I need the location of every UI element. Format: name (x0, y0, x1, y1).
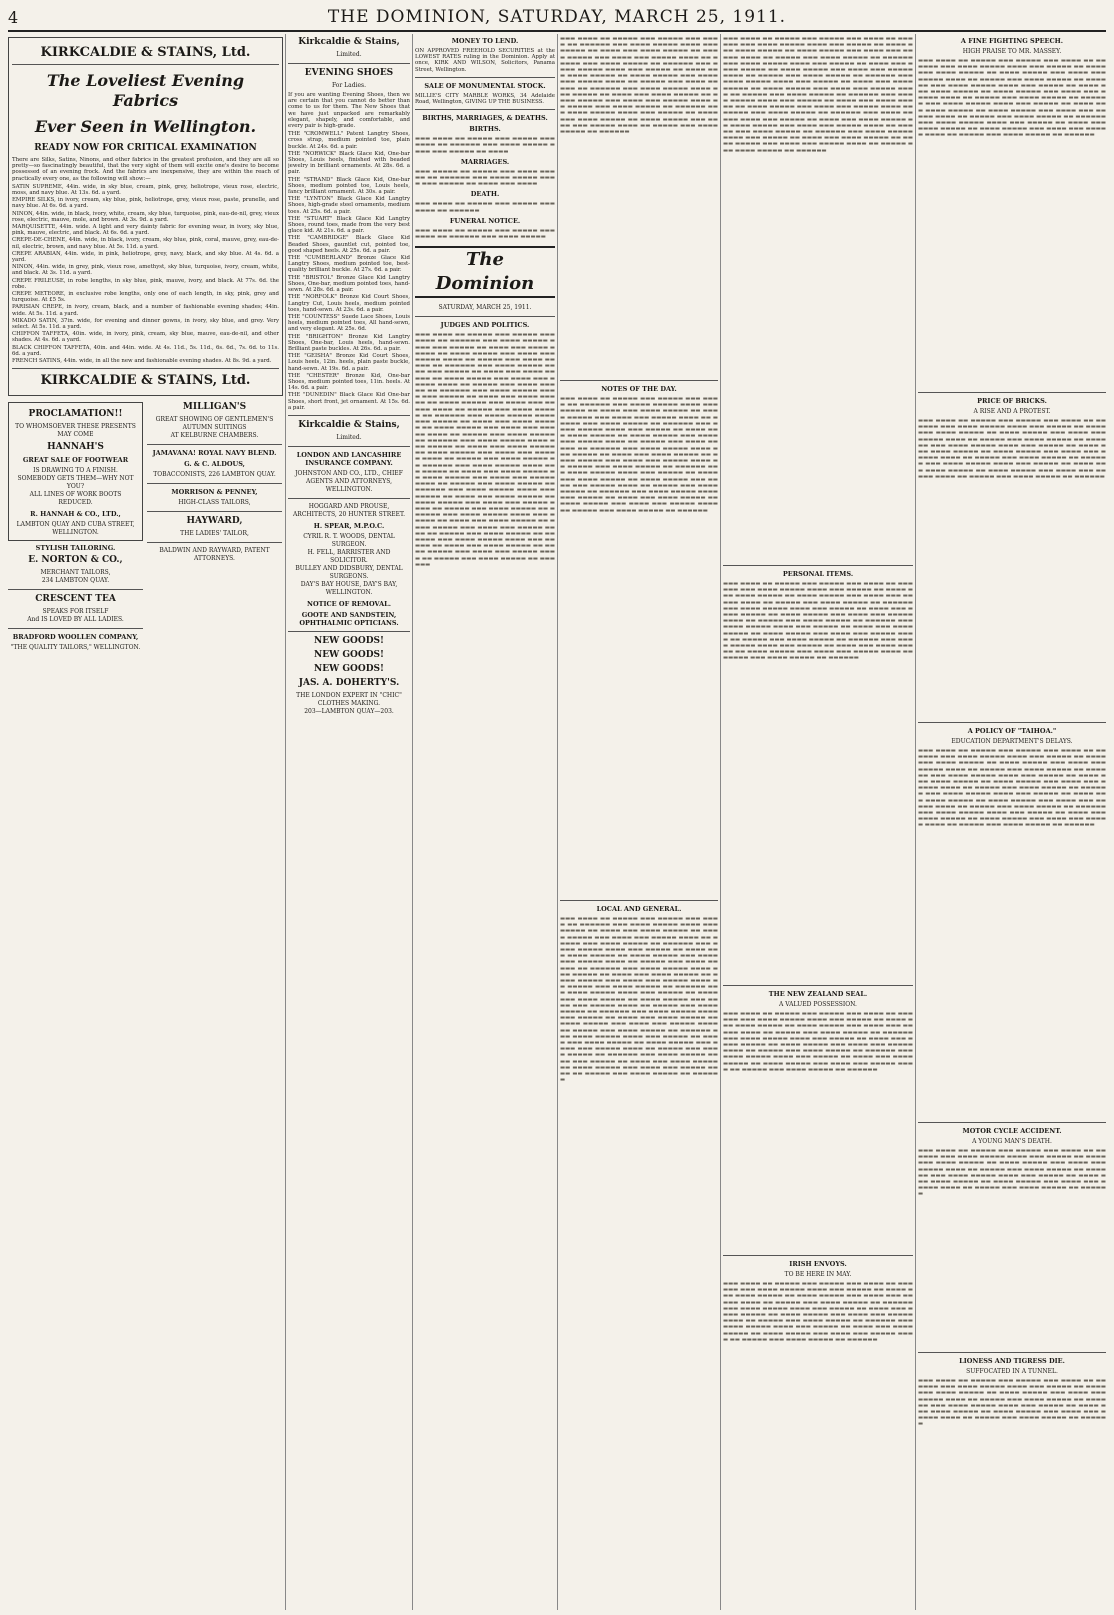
nameplate: The Dominion (415, 246, 555, 298)
funeral-head: FUNERAL NOTICE. (449, 216, 521, 225)
envoys-head: IRISH ENVOYS. (789, 1260, 847, 1268)
fabric-item: FRENCH SATINS, 44in. wide, in all the new and fashionable evening shades. At 8s. 9d. a yard. (12, 358, 272, 365)
fabric-item: CREPE-DE-CHENE, 44in. wide, in black, ivory, cream, sky blue, pink, coral, mauve, grey, eau-de-nil, electric, brown, and navy blue. At 5s. 11d. a yard. (12, 237, 279, 250)
envoys-text: ▬▬▬ ▬▬▬▬ ▬▬ ▬▬▬▬▬ ▬▬▬ ▬▬▬▬▬ ▬▬▬ ▬▬▬▬ ▬▬ ▬▬▬▬▬▬ ▬▬▬ ▬▬▬▬ ▬▬▬▬▬ ▬▬▬▬ ▬▬▬ ▬▬▬▬▬ ▬▬ ▬▬▬▬ ▬▬▬ ▬▬▬▬ ▬▬▬▬▬ ▬▬ ▬▬▬▬ ▬▬▬▬▬ ▬▬▬ ▬▬▬▬ ▬▬▬ ▬▬▬▬▬ ▬▬▬▬ ▬▬ ▬▬▬▬▬ ▬▬▬ ▬▬▬▬ ▬▬▬▬▬ ▬▬ ▬▬▬▬▬▬ ▬▬▬ ▬▬▬▬ ▬▬▬▬▬ ▬▬▬▬ ▬▬▬ ▬▬▬▬▬ ▬▬ ▬▬▬▬ ▬▬▬ ▬▬▬▬ ▬▬▬▬▬ ▬▬ ▬▬▬▬ ▬▬▬▬▬ ▬▬▬ ▬▬▬▬ ▬▬▬ ▬▬▬▬▬ ▬▬▬▬ ▬▬ ▬▬▬▬▬ ▬▬▬ ▬▬▬▬ ▬▬▬▬▬ ▬▬ ▬▬▬▬▬▬ ▬▬▬ ▬▬▬▬ ▬▬▬▬▬ ▬▬▬▬ ▬▬▬ ▬▬▬▬▬ ▬▬ ▬▬▬▬ ▬▬▬ ▬▬▬▬ ▬▬▬▬▬ ▬▬ ▬▬▬▬ ▬▬▬▬▬ ▬▬▬ ▬▬▬▬ ▬▬▬ ▬▬▬▬▬ ▬▬▬▬ ▬▬ ▬▬▬▬▬ ▬▬▬ ▬▬▬▬ ▬▬▬▬▬ ▬▬ ▬▬▬▬▬▬ (723, 1281, 913, 1343)
shoe-item: THE "BRIGHTON" Bronze Kid Langtry Shoes, One-bar, Louis heels, hand-sewn. Brilliant paste buckles. At 26s. 6d. a pair. (288, 333, 410, 352)
hayward-sub: THE LADIES' TAILOR, (180, 530, 249, 538)
fabric-item: MARQUISETTE, 44in. wide. A light and very dainty fabric for evening wear, in ivory, sky blue, pink, mauve, electric, and black. At 6s. 6d. a yard. (12, 224, 279, 237)
shoes-ad-intro: If you are wanting Evening Shoes, then we are certain that you cannot do better than come to us for them. The New Shoes that we have just unpacked are remarkably elegant, shapely, and comfortable, and every pair is high-grade. (288, 92, 410, 130)
motor-sub: A YOUNG MAN'S DEATH. (972, 1138, 1052, 1145)
shoe-item: THE "STUART" Black Glace Kid Langtry Shoes, round toes, made from the very best glace kid. At 21s. 6d. a pair. (288, 215, 410, 235)
goote-ad: GOOTE AND SANDSTEIN, OPHTHALMIC OPTICIANS. (299, 610, 399, 627)
fabric-item: CHIFFON TAFFETA, 40in. wide, in ivory, pink, cream, sky blue, mauve, eau-de-nil, and other shades. At 4s. 6d. a yard. (12, 331, 279, 344)
personal-head: PERSONAL ITEMS. (782, 570, 854, 578)
norton-sub: MERCHANT TAILORS, (40, 569, 111, 577)
hannah-title: PROCLAMATION!! (28, 409, 123, 420)
seal-sub: A VALUED POSSESSION. (779, 1001, 857, 1008)
hannah-ad (8, 402, 143, 541)
fell-ad: H. FELL, BARRISTER AND SOLICITOR. (307, 548, 391, 564)
bricks-sub: A RISE AND A PROTEST. (973, 408, 1051, 415)
shoes-ad-title: Kirkcaldie & Stains, (298, 37, 400, 47)
speech-head: A FINE FIGHTING SPEECH. (960, 37, 1064, 45)
speech-text: ▬▬▬ ▬▬▬▬ ▬▬ ▬▬▬▬▬ ▬▬▬ ▬▬▬▬▬ ▬▬▬ ▬▬▬▬ ▬▬ ▬▬▬▬▬▬ ▬▬▬ ▬▬▬▬ ▬▬▬▬▬ ▬▬▬▬ ▬▬▬ ▬▬▬▬▬ ▬▬ ▬▬▬▬ ▬▬▬ ▬▬▬▬ ▬▬▬▬▬ ▬▬ ▬▬▬▬ ▬▬▬▬▬ ▬▬▬ ▬▬▬▬ ▬▬▬ ▬▬▬▬▬ ▬▬▬▬ ▬▬ ▬▬▬▬▬ ▬▬▬ ▬▬▬▬ ▬▬▬▬▬ ▬▬ ▬▬▬▬▬▬ ▬▬▬ ▬▬▬▬ ▬▬▬▬▬ ▬▬▬▬ ▬▬▬ ▬▬▬▬▬ ▬▬ ▬▬▬▬ ▬▬▬ ▬▬▬▬ ▬▬▬▬▬ ▬▬ ▬▬▬▬ ▬▬▬▬▬ ▬▬▬ ▬▬▬▬ ▬▬▬ ▬▬▬▬▬ ▬▬▬▬ ▬▬ ▬▬▬▬▬ ▬▬▬ ▬▬▬▬ ▬▬▬▬▬ ▬▬ ▬▬▬▬▬▬ ▬▬▬ ▬▬▬▬ ▬▬▬▬▬ ▬▬▬▬ ▬▬▬ ▬▬▬▬▬ ▬▬ ▬▬▬▬ ▬▬▬ ▬▬▬▬ ▬▬▬▬▬ ▬▬ ▬▬▬▬ ▬▬▬▬▬ ▬▬▬ ▬▬▬▬ ▬▬▬ ▬▬▬▬▬ ▬▬▬▬ ▬▬ ▬▬▬▬▬ ▬▬▬ ▬▬▬▬ ▬▬▬▬▬ ▬▬ ▬▬▬▬▬▬ ▬▬▬ ▬▬▬▬ ▬▬▬▬▬ ▬▬▬▬ ▬▬▬ ▬▬▬▬▬ ▬▬ ▬▬▬▬ ▬▬▬ ▬▬▬▬ ▬▬▬▬▬ ▬▬ ▬▬▬▬ ▬▬▬▬▬ ▬▬▬ ▬▬▬▬ ▬▬▬ ▬▬▬▬▬ ▬▬▬▬ ▬▬ ▬▬▬▬▬ ▬▬▬ ▬▬▬▬ ▬▬▬▬▬ ▬▬ ▬▬▬▬▬▬ (918, 58, 1106, 139)
fabric-item: NINON, 44in. wide, in grey, pink, vieux rose, amethyst, sky blue, turquoise, ivory, cream, white, and black. At 3s. 11d. a yard. (12, 264, 279, 277)
new-goods-2: NEW GOODS! (314, 649, 384, 660)
hannah-tag: SOMEBODY GETS THEM—WHY NOT YOU? (17, 475, 134, 491)
shoe-item: THE "COUNTESS" Suede Lace Shoes, Louis heels, medium pointed toes, All hand-sewn, and very elegant. At 25s. 6d. (288, 313, 410, 333)
dateline: SATURDAY, MARCH 25, 1911. (438, 304, 532, 312)
motor-text: ▬▬▬ ▬▬▬▬ ▬▬ ▬▬▬▬▬ ▬▬▬ ▬▬▬▬▬ ▬▬▬ ▬▬▬▬ ▬▬ ▬▬▬▬▬▬ ▬▬▬ ▬▬▬▬ ▬▬▬▬▬ ▬▬▬▬ ▬▬▬ ▬▬▬▬▬ ▬▬ ▬▬▬▬ ▬▬▬ ▬▬▬▬ ▬▬▬▬▬ ▬▬ ▬▬▬▬ ▬▬▬▬▬ ▬▬▬ ▬▬▬▬ ▬▬▬ ▬▬▬▬▬ ▬▬▬▬ ▬▬ ▬▬▬▬▬ ▬▬▬ ▬▬▬▬ ▬▬▬▬▬ ▬▬ ▬▬▬▬▬▬ ▬▬▬ ▬▬▬▬ ▬▬▬▬▬ ▬▬▬▬ ▬▬▬ ▬▬▬▬▬ ▬▬ ▬▬▬▬ ▬▬▬ ▬▬▬▬ ▬▬▬▬▬ ▬▬ ▬▬▬▬ ▬▬▬▬▬ ▬▬▬ ▬▬▬▬ ▬▬▬ ▬▬▬▬▬ ▬▬▬▬ ▬▬ ▬▬▬▬▬ ▬▬▬ ▬▬▬▬ ▬▬▬▬▬ ▬▬ ▬▬▬▬▬▬ (918, 1148, 1106, 1198)
days-bay-ad: DAY'S BAY HOUSE, DAY'S BAY, WELLINGTON. (300, 580, 398, 596)
ad-title: KIRKCALDIE & STAINS, Ltd. (40, 45, 251, 60)
marriages-head: MARRIAGES. (460, 157, 510, 166)
doherty-sub: THE LONDON EXPERT IN "CHIC" CLOTHES MAKING. (296, 691, 402, 707)
bradford-tag: "THE QUALITY TAILORS," WELLINGTON. (10, 644, 141, 652)
morrison-name: MORRISON & PENNEY, (171, 488, 258, 497)
bradford-name: BRADFORD WOOLLEN COMPANY, (12, 633, 139, 642)
shoe-item: THE "GEISHA" Bronze Kid Court Shoes, Louis heels, 12in. heels, plain paste buckle, hand-sewn. At 19s. 6d. a pair. (288, 353, 410, 372)
hannah-firm: R. HANNAH & CO., LTD., (30, 510, 121, 519)
hayward-name: HAYWARD, (186, 516, 243, 527)
bricks-head: PRICE OF BRICKS. (977, 397, 1047, 405)
lion-text: ▬▬▬ ▬▬▬▬ ▬▬ ▬▬▬▬▬ ▬▬▬ ▬▬▬▬▬ ▬▬▬ ▬▬▬▬ ▬▬ ▬▬▬▬▬▬ ▬▬▬ ▬▬▬▬ ▬▬▬▬▬ ▬▬▬▬ ▬▬▬ ▬▬▬▬▬ ▬▬ ▬▬▬▬ ▬▬▬ ▬▬▬▬ ▬▬▬▬▬ ▬▬ ▬▬▬▬ ▬▬▬▬▬ ▬▬▬ ▬▬▬▬ ▬▬▬ ▬▬▬▬▬ ▬▬▬▬ ▬▬ ▬▬▬▬▬ ▬▬▬ ▬▬▬▬ ▬▬▬▬▬ ▬▬ ▬▬▬▬▬▬ ▬▬▬ ▬▬▬▬ ▬▬▬▬▬ ▬▬▬▬ ▬▬▬ ▬▬▬▬▬ ▬▬ ▬▬▬▬ ▬▬▬ ▬▬▬▬ ▬▬▬▬▬ ▬▬ ▬▬▬▬ ▬▬▬▬▬ ▬▬▬ ▬▬▬▬ ▬▬▬ ▬▬▬▬▬ ▬▬▬▬ ▬▬ ▬▬▬▬▬ ▬▬▬ ▬▬▬▬ ▬▬▬▬▬ ▬▬ ▬▬▬▬▬▬ (918, 1378, 1106, 1428)
personal-text: ▬▬▬ ▬▬▬▬ ▬▬ ▬▬▬▬▬ ▬▬▬ ▬▬▬▬▬ ▬▬▬ ▬▬▬▬ ▬▬ ▬▬▬▬▬▬ ▬▬▬ ▬▬▬▬ ▬▬▬▬▬ ▬▬▬▬ ▬▬▬ ▬▬▬▬▬ ▬▬ ▬▬▬▬ ▬▬▬ ▬▬▬▬ ▬▬▬▬▬ ▬▬ ▬▬▬▬ ▬▬▬▬▬ ▬▬▬ ▬▬▬▬ ▬▬▬ ▬▬▬▬▬ ▬▬▬▬ ▬▬ ▬▬▬▬▬ ▬▬▬ ▬▬▬▬ ▬▬▬▬▬ ▬▬ ▬▬▬▬▬▬ ▬▬▬ ▬▬▬▬ ▬▬▬▬▬ ▬▬▬▬ ▬▬▬ ▬▬▬▬▬ ▬▬ ▬▬▬▬ ▬▬▬ ▬▬▬▬ ▬▬▬▬▬ ▬▬ ▬▬▬▬ ▬▬▬▬▬ ▬▬▬ ▬▬▬▬ ▬▬▬ ▬▬▬▬▬ ▬▬▬▬ ▬▬ ▬▬▬▬▬ ▬▬▬ ▬▬▬▬ ▬▬▬▬▬ ▬▬ ▬▬▬▬▬▬ ▬▬▬ ▬▬▬▬ ▬▬▬▬▬ ▬▬▬▬ ▬▬▬ ▬▬▬▬▬ ▬▬ ▬▬▬▬ ▬▬▬ ▬▬▬▬ ▬▬▬▬▬ ▬▬ ▬▬▬▬ ▬▬▬▬▬ ▬▬▬ ▬▬▬▬ ▬▬▬ ▬▬▬▬▬ ▬▬▬▬ ▬▬ ▬▬▬▬▬ ▬▬▬ ▬▬▬▬ ▬▬▬▬▬ ▬▬ ▬▬▬▬▬▬ ▬▬▬ ▬▬▬▬ ▬▬▬▬▬ ▬▬▬▬ ▬▬▬ ▬▬▬▬▬ ▬▬ ▬▬▬▬ ▬▬▬ ▬▬▬▬ ▬▬▬▬▬ ▬▬ ▬▬▬▬ ▬▬▬▬▬ ▬▬▬ ▬▬▬▬ ▬▬▬ ▬▬▬▬▬ ▬▬▬▬ ▬▬ ▬▬▬▬▬ ▬▬▬ ▬▬▬▬ ▬▬▬▬▬ ▬▬ ▬▬▬▬▬▬ (723, 581, 913, 662)
fabric-list (12, 184, 279, 364)
page-title: THE DOMINION, SATURDAY, MARCH 25, 1911. (327, 7, 787, 27)
hannah-footer: ALL LINES OF WORK BOOTS REDUCED. (29, 491, 122, 507)
lion-sub: SUFFOCATED IN A TUNNEL. (966, 1368, 1058, 1375)
woods-ad: CYRIL R. T. WOODS, DENTAL SURGEON. (303, 532, 395, 548)
funeral-text: ▬▬▬ ▬▬▬▬ ▬▬ ▬▬▬▬▬ ▬▬▬ ▬▬▬▬▬ ▬▬▬ ▬▬▬▬ ▬▬ ▬▬▬▬▬▬ ▬▬▬ ▬▬▬▬ ▬▬▬▬▬ (415, 227, 555, 241)
lion-head: LIONESS AND TIGRESS DIE. (959, 1357, 1065, 1365)
fabric-item: PARISIAN CREPE, in ivory, cream, black, and a number of fashionable evening shades; 44in. wide. At 5s. 11d. a yard. (12, 304, 279, 317)
column-3 (415, 34, 555, 1234)
tailoring-title: STYLISH TAILORING. (35, 544, 116, 553)
new-goods-3: NEW GOODS! (314, 663, 384, 674)
crescent-sub2: And IS LOVED BY ALL LADIES. (27, 616, 124, 624)
hannah-sub: TO WHOMSOEVER THESE PRESENTS MAY COME (15, 423, 136, 439)
motor-head: MOTOR CYCLE ACCIDENT. (962, 1127, 1062, 1135)
bmd-head: BIRTHS, MARRIAGES, & DEATHS. (422, 114, 548, 123)
shoe-item: THE "DUNEDIN" Black Glace Kid One-bar Shoes, short front, jet ornament. At 15s. 6d. a pair. (288, 392, 410, 411)
hoggard-ad: HOGGARD AND PROUSE, ARCHITECTS, 20 HUNTER STREET. (292, 502, 406, 518)
doherty-addr: 203—LAMBTON QUAY—203. (304, 707, 394, 715)
taihoa-text: ▬▬▬ ▬▬▬▬ ▬▬ ▬▬▬▬▬ ▬▬▬ ▬▬▬▬▬ ▬▬▬ ▬▬▬▬ ▬▬ ▬▬▬▬▬▬ ▬▬▬ ▬▬▬▬ ▬▬▬▬▬ ▬▬▬▬ ▬▬▬ ▬▬▬▬▬ ▬▬ ▬▬▬▬ ▬▬▬ ▬▬▬▬ ▬▬▬▬▬ ▬▬ ▬▬▬▬ ▬▬▬▬▬ ▬▬▬ ▬▬▬▬ ▬▬▬ ▬▬▬▬▬ ▬▬▬▬ ▬▬ ▬▬▬▬▬ ▬▬▬ ▬▬▬▬ ▬▬▬▬▬ ▬▬ ▬▬▬▬▬▬ ▬▬▬ ▬▬▬▬ ▬▬▬▬▬ ▬▬▬▬ ▬▬▬ ▬▬▬▬▬ ▬▬ ▬▬▬▬ ▬▬▬ ▬▬▬▬ ▬▬▬▬▬ ▬▬ ▬▬▬▬ ▬▬▬▬▬ ▬▬▬ ▬▬▬▬ ▬▬▬ ▬▬▬▬▬ ▬▬▬▬ ▬▬ ▬▬▬▬▬ ▬▬▬ ▬▬▬▬ ▬▬▬▬▬ ▬▬ ▬▬▬▬▬▬ ▬▬▬ ▬▬▬▬ ▬▬▬▬▬ ▬▬▬▬ ▬▬▬ ▬▬▬▬▬ ▬▬ ▬▬▬▬ ▬▬▬ ▬▬▬▬ ▬▬▬▬▬ ▬▬ ▬▬▬▬ ▬▬▬▬▬ ▬▬▬ ▬▬▬▬ ▬▬▬ ▬▬▬▬▬ ▬▬▬▬ ▬▬ ▬▬▬▬▬ ▬▬▬ ▬▬▬▬ ▬▬▬▬▬ ▬▬ ▬▬▬▬▬▬ ▬▬▬ ▬▬▬▬ ▬▬▬▬▬ ▬▬▬▬ ▬▬▬ ▬▬▬▬▬ ▬▬ ▬▬▬▬ ▬▬▬ ▬▬▬▬ ▬▬▬▬▬ ▬▬ ▬▬▬▬ ▬▬▬▬▬ ▬▬▬ ▬▬▬▬ ▬▬▬ ▬▬▬▬▬ ▬▬▬▬ ▬▬ ▬▬▬▬▬ ▬▬▬ ▬▬▬▬ ▬▬▬▬▬ ▬▬ ▬▬▬▬▬▬ (918, 748, 1106, 829)
hannah-addr: LAMBTON QUAY AND CUBA STREET, WELLINGTON. (16, 521, 135, 537)
aldous-addr: TOBACCONISTS, 226 LAMBTON QUAY. (153, 471, 276, 479)
column-6 (918, 34, 1106, 1580)
shoes-ad-sub: For Ladies. (331, 82, 367, 89)
col5-lead-text: ▬▬▬ ▬▬▬▬ ▬▬ ▬▬▬▬▬ ▬▬▬ ▬▬▬▬▬ ▬▬▬ ▬▬▬▬ ▬▬ ▬▬▬▬▬▬ ▬▬▬ ▬▬▬▬ ▬▬▬▬▬ ▬▬▬▬ ▬▬▬ ▬▬▬▬▬ ▬▬ ▬▬▬▬ ▬▬▬ ▬▬▬▬ ▬▬▬▬▬ ▬▬ ▬▬▬▬ ▬▬▬▬▬ ▬▬▬ ▬▬▬▬ ▬▬▬ ▬▬▬▬▬ ▬▬▬▬ ▬▬ ▬▬▬▬▬ ▬▬▬ ▬▬▬▬ ▬▬▬▬▬ ▬▬ ▬▬▬▬▬▬ ▬▬▬ ▬▬▬▬ ▬▬▬▬▬ ▬▬▬▬ ▬▬▬ ▬▬▬▬▬ ▬▬ ▬▬▬▬ ▬▬▬ ▬▬▬▬ ▬▬▬▬▬ ▬▬ ▬▬▬▬ ▬▬▬▬▬ ▬▬▬ ▬▬▬▬ ▬▬▬ ▬▬▬▬▬ ▬▬▬▬ ▬▬ ▬▬▬▬▬ ▬▬▬ ▬▬▬▬ ▬▬▬▬▬ ▬▬ ▬▬▬▬▬▬ ▬▬▬ ▬▬▬▬ ▬▬▬▬▬ ▬▬▬▬ ▬▬▬ ▬▬▬▬▬ ▬▬ ▬▬▬▬ ▬▬▬ ▬▬▬▬ ▬▬▬▬▬ ▬▬ ▬▬▬▬ ▬▬▬▬▬ ▬▬▬ ▬▬▬▬ ▬▬▬ ▬▬▬▬▬ ▬▬▬▬ ▬▬ ▬▬▬▬▬ ▬▬▬ ▬▬▬▬ ▬▬▬▬▬ ▬▬ ▬▬▬▬▬▬ ▬▬▬ ▬▬▬▬ ▬▬▬▬▬ ▬▬▬▬ ▬▬▬ ▬▬▬▬▬ ▬▬ ▬▬▬▬ ▬▬▬ ▬▬▬▬ ▬▬▬▬▬ ▬▬ ▬▬▬▬ ▬▬▬▬▬ ▬▬▬ ▬▬▬▬ ▬▬▬ ▬▬▬▬▬ ▬▬▬▬ ▬▬ ▬▬▬▬▬ ▬▬▬ ▬▬▬▬ ▬▬▬▬▬ ▬▬ ▬▬▬▬▬▬ ▬▬▬ ▬▬▬▬ ▬▬▬▬▬ ▬▬▬▬ ▬▬▬ ▬▬▬▬▬ ▬▬ ▬▬▬▬ ▬▬▬ ▬▬▬▬ ▬▬▬▬▬ ▬▬ ▬▬▬▬ ▬▬▬▬▬ ▬▬▬ ▬▬▬▬ ▬▬▬ ▬▬▬▬▬ ▬▬▬▬ ▬▬ ▬▬▬▬▬ ▬▬▬ ▬▬▬▬ ▬▬▬▬▬ ▬▬ ▬▬▬▬▬▬ ▬▬▬ ▬▬▬▬ ▬▬▬▬▬ ▬▬▬▬ ▬▬▬ ▬▬▬▬▬ ▬▬ ▬▬▬▬ ▬▬▬ ▬▬▬▬ ▬▬▬▬▬ ▬▬ ▬▬▬▬ ▬▬▬▬▬ ▬▬▬ ▬▬▬▬ ▬▬▬ ▬▬▬▬▬ ▬▬▬▬ ▬▬ ▬▬▬▬▬ ▬▬▬ ▬▬▬▬ ▬▬▬▬▬ ▬▬ ▬▬▬▬▬▬ (723, 36, 913, 154)
shoe-list (288, 131, 410, 411)
column-1 (8, 34, 283, 652)
editorial-text: ▬▬▬ ▬▬▬▬ ▬▬ ▬▬▬▬▬ ▬▬▬ ▬▬▬▬▬ ▬▬▬ ▬▬▬▬ ▬▬ ▬▬▬▬▬▬ ▬▬▬ ▬▬▬▬ ▬▬▬▬▬ ▬▬▬▬ ▬▬▬ ▬▬▬▬▬ ▬▬ ▬▬▬▬ ▬▬▬ ▬▬▬▬ ▬▬▬▬▬ ▬▬ ▬▬▬▬ ▬▬▬▬▬ ▬▬▬ ▬▬▬▬ ▬▬▬ ▬▬▬▬▬ ▬▬▬▬ ▬▬ ▬▬▬▬▬ ▬▬▬ ▬▬▬▬ ▬▬▬▬▬ ▬▬ ▬▬▬▬▬▬ ▬▬▬ ▬▬▬▬ ▬▬▬▬▬ ▬▬▬▬ ▬▬▬ ▬▬▬▬▬ ▬▬ ▬▬▬▬ ▬▬▬ ▬▬▬▬ ▬▬▬▬▬ ▬▬ ▬▬▬▬ ▬▬▬▬▬ ▬▬▬ ▬▬▬▬ ▬▬▬ ▬▬▬▬▬ ▬▬▬▬ ▬▬ ▬▬▬▬▬ ▬▬▬ ▬▬▬▬ ▬▬▬▬▬ ▬▬ ▬▬▬▬▬▬ ▬▬▬ ▬▬▬▬ ▬▬▬▬▬ ▬▬▬▬ ▬▬▬ ▬▬▬▬▬ ▬▬ ▬▬▬▬ ▬▬▬ ▬▬▬▬ ▬▬▬▬▬ ▬▬ ▬▬▬▬ ▬▬▬▬▬ ▬▬▬ ▬▬▬▬ ▬▬▬ ▬▬▬▬▬ ▬▬▬▬ ▬▬ ▬▬▬▬▬ ▬▬▬ ▬▬▬▬ ▬▬▬▬▬ ▬▬ ▬▬▬▬▬▬ ▬▬▬ ▬▬▬▬ ▬▬▬▬▬ ▬▬▬▬ ▬▬▬ ▬▬▬▬▬ ▬▬ ▬▬▬▬ ▬▬▬ ▬▬▬▬ ▬▬▬▬▬ ▬▬ ▬▬▬▬ ▬▬▬▬▬ ▬▬▬ ▬▬▬▬ ▬▬▬ ▬▬▬▬▬ ▬▬▬▬ ▬▬ ▬▬▬▬▬ ▬▬▬ ▬▬▬▬ ▬▬▬▬▬ ▬▬ ▬▬▬▬▬▬ ▬▬▬ ▬▬▬▬ ▬▬▬▬▬ ▬▬▬▬ ▬▬▬ ▬▬▬▬▬ ▬▬ ▬▬▬▬ ▬▬▬ ▬▬▬▬ ▬▬▬▬▬ ▬▬ ▬▬▬▬ ▬▬▬▬▬ ▬▬▬ ▬▬▬▬ ▬▬▬ ▬▬▬▬▬ ▬▬▬▬ ▬▬ ▬▬▬▬▬ ▬▬▬ ▬▬▬▬ ▬▬▬▬▬ ▬▬ ▬▬▬▬▬▬ ▬▬▬ ▬▬▬▬ ▬▬▬▬▬ ▬▬▬▬ ▬▬▬ ▬▬▬▬▬ ▬▬ ▬▬▬▬ ▬▬▬ ▬▬▬▬ ▬▬▬▬▬ ▬▬ ▬▬▬▬ ▬▬▬▬▬ ▬▬▬ ▬▬▬▬ ▬▬▬ ▬▬▬▬▬ ▬▬▬▬ ▬▬ ▬▬▬▬▬ ▬▬▬ ▬▬▬▬ ▬▬▬▬▬ ▬▬ ▬▬▬▬▬▬ ▬▬▬ ▬▬▬▬ ▬▬▬▬▬ ▬▬▬▬ ▬▬▬ ▬▬▬▬▬ ▬▬ ▬▬▬▬ ▬▬▬ ▬▬▬▬ ▬▬▬▬▬ ▬▬ ▬▬▬▬ ▬▬▬▬▬ ▬▬▬ ▬▬▬▬ ▬▬▬ ▬▬▬▬▬ ▬▬▬▬ ▬▬ ▬▬▬▬▬ ▬▬▬ ▬▬▬▬ ▬▬▬▬▬ ▬▬ ▬▬▬▬▬▬ ▬▬▬ ▬▬▬▬ ▬▬▬▬▬ ▬▬▬▬ ▬▬▬ ▬▬▬▬▬ ▬▬ ▬▬▬▬ ▬▬▬ ▬▬▬▬ ▬▬▬▬▬ ▬▬ ▬▬▬▬ ▬▬▬▬▬ ▬▬▬ ▬▬▬▬ ▬▬▬ ▬▬▬▬▬ ▬▬▬▬ ▬▬ ▬▬▬▬▬ ▬▬▬ ▬▬▬▬ ▬▬▬▬▬ ▬▬ ▬▬▬▬▬▬ ▬▬▬ ▬▬▬▬ ▬▬▬▬▬ ▬▬▬▬ ▬▬▬ ▬▬▬▬▬ ▬▬ ▬▬▬▬ ▬▬▬ ▬▬▬▬ ▬▬▬▬▬ ▬▬ ▬▬▬▬ ▬▬▬▬▬ ▬▬▬ ▬▬▬▬ ▬▬▬ ▬▬▬▬▬ ▬▬▬▬ ▬▬ ▬▬▬▬▬ ▬▬▬ ▬▬▬▬ ▬▬▬▬▬ ▬▬ ▬▬▬▬▬▬ (415, 332, 555, 568)
hannah-sale: GREAT SALE OF FOOTWEAR (22, 456, 129, 465)
marriages-text: ▬▬▬ ▬▬▬▬▬ ▬▬ ▬▬▬▬▬ ▬▬▬ ▬▬▬▬ ▬▬▬▬▬ ▬▬ ▬▬▬▬▬▬ ▬▬▬ ▬▬▬▬ ▬▬▬▬▬ ▬▬▬▬ ▬▬▬ ▬▬▬▬▬ ▬▬ ▬▬▬▬ ▬▬▬ ▬▬▬▬ (415, 168, 555, 188)
kirkcaldie-fabrics-ad (8, 37, 283, 396)
column-2 (288, 34, 410, 716)
patents-name: BALDWIN AND RAYWARD, PATENT ATTORNEYS. (159, 547, 270, 563)
page-number: 4 (8, 7, 19, 27)
shoes-ad-head: EVENING SHOES (304, 68, 394, 78)
shoe-item: THE "CROMWELL" Patent Langtry Shoes, cross strap, medium pointed toe, plain buckle. At 24s. 6d. a pair. (288, 131, 410, 150)
insurance-agents: JOHNSTON AND CO., LTD., CHIEF AGENTS AND ATTORNEYS, WELLINGTON. (295, 469, 403, 493)
fabric-item: NINON, 44in. wide, in black, ivory, white, cream, sky blue, turquoise, pink, eau-de-nil, grey, vieux rose, electric, mauve, mole, and brown. At 3s. 9d. a yard. (12, 210, 279, 223)
speech-sub: HIGH PRAISE TO MR. MASSEY. (962, 48, 1062, 55)
hannah-name: HANNAH'S (47, 442, 104, 453)
notes-text: ▬▬▬ ▬▬▬▬ ▬▬ ▬▬▬▬▬ ▬▬▬ ▬▬▬▬▬ ▬▬▬ ▬▬▬▬ ▬▬ ▬▬▬▬▬▬ ▬▬▬ ▬▬▬▬ ▬▬▬▬▬ ▬▬▬▬ ▬▬▬ ▬▬▬▬▬ ▬▬ ▬▬▬▬ ▬▬▬ ▬▬▬▬ ▬▬▬▬▬ ▬▬ ▬▬▬▬ ▬▬▬▬▬ ▬▬▬ ▬▬▬▬ ▬▬▬ ▬▬▬▬▬ ▬▬▬▬ ▬▬ ▬▬▬▬▬ ▬▬▬ ▬▬▬▬ ▬▬▬▬▬ ▬▬ ▬▬▬▬▬▬ ▬▬▬ ▬▬▬▬ ▬▬▬▬▬ ▬▬▬▬ ▬▬▬ ▬▬▬▬▬ ▬▬ ▬▬▬▬ ▬▬▬ ▬▬▬▬ ▬▬▬▬▬ ▬▬ ▬▬▬▬ ▬▬▬▬▬ ▬▬▬ ▬▬▬▬ ▬▬▬ ▬▬▬▬▬ ▬▬▬▬ ▬▬ ▬▬▬▬▬ ▬▬▬ ▬▬▬▬ ▬▬▬▬▬ ▬▬ ▬▬▬▬▬▬ ▬▬▬ ▬▬▬▬ ▬▬▬▬▬ ▬▬▬▬ ▬▬▬ ▬▬▬▬▬ ▬▬ ▬▬▬▬ ▬▬▬ ▬▬▬▬ ▬▬▬▬▬ ▬▬ ▬▬▬▬ ▬▬▬▬▬ ▬▬▬ ▬▬▬▬ ▬▬▬ ▬▬▬▬▬ ▬▬▬▬ ▬▬ ▬▬▬▬▬ ▬▬▬ ▬▬▬▬ ▬▬▬▬▬ ▬▬ ▬▬▬▬▬▬ ▬▬▬ ▬▬▬▬ ▬▬▬▬▬ ▬▬▬▬ ▬▬▬ ▬▬▬▬▬ ▬▬ ▬▬▬▬ ▬▬▬ ▬▬▬▬ ▬▬▬▬▬ ▬▬ ▬▬▬▬ ▬▬▬▬▬ ▬▬▬ ▬▬▬▬ ▬▬▬ ▬▬▬▬▬ ▬▬▬▬ ▬▬ ▬▬▬▬▬ ▬▬▬ ▬▬▬▬ ▬▬▬▬▬ ▬▬ ▬▬▬▬▬▬ ▬▬▬ ▬▬▬▬ ▬▬▬▬▬ ▬▬▬▬ ▬▬▬ ▬▬▬▬▬ ▬▬ ▬▬▬▬ ▬▬▬ ▬▬▬▬ ▬▬▬▬▬ ▬▬ ▬▬▬▬ ▬▬▬▬▬ ▬▬▬ ▬▬▬▬ ▬▬▬ ▬▬▬▬▬ ▬▬▬▬ ▬▬ ▬▬▬▬▬ ▬▬▬ ▬▬▬▬ ▬▬▬▬▬ ▬▬ ▬▬▬▬▬▬ (560, 396, 718, 514)
milligan-loc: AT KELBURNE CHAMBERS. (170, 432, 259, 440)
monument-text: MILLIE'S CITY MARBLE WORKS, 34 Adelaide Road, Wellington, GIVING UP THE BUSINESS. (415, 92, 555, 106)
fabric-item: EMPIRE SILKS, in ivory, cream, sky blue, pink, heliotrope, grey, vieux rose, paste, prunelle, and navy blue. At 6s. 6d. a yard. (12, 197, 279, 210)
taihoa-sub: EDUCATION DEPARTMENT'S DELAYS. (951, 738, 1073, 745)
shoe-item: THE "BRISTOL" Bronze Glace Kid Langtry Shoes, One-bar, medium pointed toes, hand-sewn. At 28s. 6d. a pair. (288, 274, 410, 294)
col4-lead-text: ▬▬▬ ▬▬▬▬ ▬▬ ▬▬▬▬▬ ▬▬▬ ▬▬▬▬▬ ▬▬▬ ▬▬▬▬ ▬▬ ▬▬▬▬▬▬ ▬▬▬ ▬▬▬▬ ▬▬▬▬▬ ▬▬▬▬ ▬▬▬ ▬▬▬▬▬ ▬▬ ▬▬▬▬ ▬▬▬ ▬▬▬▬ ▬▬▬▬▬ ▬▬ ▬▬▬▬ ▬▬▬▬▬ ▬▬▬ ▬▬▬▬ ▬▬▬ ▬▬▬▬▬ ▬▬▬▬ ▬▬ ▬▬▬▬▬ ▬▬▬ ▬▬▬▬ ▬▬▬▬▬ ▬▬ ▬▬▬▬▬▬ ▬▬▬ ▬▬▬▬ ▬▬▬▬▬ ▬▬▬▬ ▬▬▬ ▬▬▬▬▬ ▬▬ ▬▬▬▬ ▬▬▬ ▬▬▬▬ ▬▬▬▬▬ ▬▬ ▬▬▬▬ ▬▬▬▬▬ ▬▬▬ ▬▬▬▬ ▬▬▬ ▬▬▬▬▬ ▬▬▬▬ ▬▬ ▬▬▬▬▬ ▬▬▬ ▬▬▬▬ ▬▬▬▬▬ ▬▬ ▬▬▬▬▬▬ ▬▬▬ ▬▬▬▬ ▬▬▬▬▬ ▬▬▬▬ ▬▬▬ ▬▬▬▬▬ ▬▬ ▬▬▬▬ ▬▬▬ ▬▬▬▬ ▬▬▬▬▬ ▬▬ ▬▬▬▬ ▬▬▬▬▬ ▬▬▬ ▬▬▬▬ ▬▬▬ ▬▬▬▬▬ ▬▬▬▬ ▬▬ ▬▬▬▬▬ ▬▬▬ ▬▬▬▬ ▬▬▬▬▬ ▬▬ ▬▬▬▬▬▬ ▬▬▬ ▬▬▬▬ ▬▬▬▬▬ ▬▬▬▬ ▬▬▬ ▬▬▬▬▬ ▬▬ ▬▬▬▬ ▬▬▬ ▬▬▬▬ ▬▬▬▬▬ ▬▬ ▬▬▬▬ ▬▬▬▬▬ ▬▬▬ ▬▬▬▬ ▬▬▬ ▬▬▬▬▬ ▬▬▬▬ ▬▬ ▬▬▬▬▬ ▬▬▬ ▬▬▬▬ ▬▬▬▬▬ ▬▬ ▬▬▬▬▬▬ (560, 36, 718, 136)
shoes-ad-footer-limited: Limited. (336, 433, 362, 441)
new-goods-1: NEW GOODS! (314, 635, 384, 646)
fabric-item: CREPE METEORE, in exclusive robe lengths, only one of each length, in sky, pink, grey and turquoise. At £5 5s. (12, 291, 279, 304)
shoes-ad-footer: Kirkcaldie & Stains, (298, 419, 400, 430)
crescent-title: CRESCENT TEA (35, 594, 116, 605)
fabric-item: CREPE FRILEUSE, in robe lengths, in sky blue, pink, mauve, ivory, and black. At 77s. 6d. the robe. (12, 277, 279, 290)
seal-head: THE NEW ZEALAND SEAL. (768, 990, 868, 998)
ad-footer: KIRKCALDIE & STAINS, Ltd. (40, 373, 251, 389)
milligan-name: MILLIGAN'S (182, 402, 247, 413)
shoe-item: THE "LYNTON" Black Glace Kid Langtry Shoes, high-grade steel ornaments, medium toes. At 25s. 6d. a pair. (288, 196, 410, 215)
doherty-name: JAS. A. DOHERTY'S. (298, 677, 400, 688)
envoys-sub: TO BE HERE IN MAY. (784, 1271, 852, 1278)
fabric-item: SATIN SUPREME, 44in. wide, in sky blue, cream, pink, grey, heliotrope, vieux rose, electric, moss, and navy blue. At 13s. 6d. a yard. (12, 183, 279, 197)
shoe-item: THE "CAMBRIDGE" Black Glace Kid Beaded Shoes, gauntlet cut, pointed toe, good shaped heels. At 25s. 6d. a pair. (288, 235, 410, 254)
seal-text: ▬▬▬ ▬▬▬▬ ▬▬ ▬▬▬▬▬ ▬▬▬ ▬▬▬▬▬ ▬▬▬ ▬▬▬▬ ▬▬ ▬▬▬▬▬▬ ▬▬▬ ▬▬▬▬ ▬▬▬▬▬ ▬▬▬▬ ▬▬▬ ▬▬▬▬▬ ▬▬ ▬▬▬▬ ▬▬▬ ▬▬▬▬ ▬▬▬▬▬ ▬▬ ▬▬▬▬ ▬▬▬▬▬ ▬▬▬ ▬▬▬▬ ▬▬▬ ▬▬▬▬▬ ▬▬▬▬ ▬▬ ▬▬▬▬▬ ▬▬▬ ▬▬▬▬ ▬▬▬▬▬ ▬▬ ▬▬▬▬▬▬ ▬▬▬ ▬▬▬▬ ▬▬▬▬▬ ▬▬▬▬ ▬▬▬ ▬▬▬▬▬ ▬▬ ▬▬▬▬ ▬▬▬ ▬▬▬▬ ▬▬▬▬▬ ▬▬ ▬▬▬▬ ▬▬▬▬▬ ▬▬▬ ▬▬▬▬ ▬▬▬ ▬▬▬▬▬ ▬▬▬▬ ▬▬ ▬▬▬▬▬ ▬▬▬ ▬▬▬▬ ▬▬▬▬▬ ▬▬ ▬▬▬▬▬▬ ▬▬▬ ▬▬▬▬ ▬▬▬▬▬ ▬▬▬▬ ▬▬▬ ▬▬▬▬▬ ▬▬ ▬▬▬▬ ▬▬▬ ▬▬▬▬ ▬▬▬▬▬ ▬▬ ▬▬▬▬ ▬▬▬▬▬ ▬▬▬ ▬▬▬▬ ▬▬▬ ▬▬▬▬▬ ▬▬▬▬ ▬▬ ▬▬▬▬▬ ▬▬▬ ▬▬▬▬ ▬▬▬▬▬ ▬▬ ▬▬▬▬▬▬ (723, 1011, 913, 1073)
aldous-name: G. & C. ALDOUS, (184, 460, 245, 469)
births-head: BIRTHS. (469, 125, 501, 134)
local-head: LOCAL AND GENERAL. (596, 905, 682, 913)
shoe-item: THE "STRAND" Black Glace Kid, One-bar Shoes, medium pointed toe, Louis heels, fancy brilliant ornament. At 30s. a pair. (288, 176, 410, 196)
death-text: ▬▬▬ ▬▬▬▬ ▬▬ ▬▬▬▬▬ ▬▬▬ ▬▬▬▬▬ ▬▬▬ ▬▬▬▬ ▬▬ ▬▬▬▬▬▬ (415, 201, 555, 214)
fabric-item: CREPE ARABIAN, 44in. wide, in pink, heliotrope, grey, navy, black, and sky blue. At 4s. 6d. a yard. (12, 250, 279, 264)
money-text: ON APPROVED FREEHOLD SECURITIES at the LOWEST RATES ruling in the Dominion. Apply at once, KIRK AND WILSON, Solicitors, Panama Street, Wellington. (415, 48, 555, 73)
ad-headline-2: Ever Seen in Wellington. (34, 117, 257, 136)
local-text: ▬▬▬ ▬▬▬▬ ▬▬ ▬▬▬▬▬ ▬▬▬ ▬▬▬▬▬ ▬▬▬ ▬▬▬▬ ▬▬ ▬▬▬▬▬▬ ▬▬▬ ▬▬▬▬ ▬▬▬▬▬ ▬▬▬▬ ▬▬▬ ▬▬▬▬▬ ▬▬ ▬▬▬▬ ▬▬▬ ▬▬▬▬ ▬▬▬▬▬ ▬▬ ▬▬▬▬ ▬▬▬▬▬ ▬▬▬ ▬▬▬▬ ▬▬▬ ▬▬▬▬▬ ▬▬▬▬ ▬▬ ▬▬▬▬▬ ▬▬▬ ▬▬▬▬ ▬▬▬▬▬ ▬▬ ▬▬▬▬▬▬ ▬▬▬ ▬▬▬▬ ▬▬▬▬▬ ▬▬▬▬ ▬▬▬ ▬▬▬▬▬ ▬▬ ▬▬▬▬ ▬▬▬ ▬▬▬▬ ▬▬▬▬▬ ▬▬ ▬▬▬▬ ▬▬▬▬▬ ▬▬▬ ▬▬▬▬ ▬▬▬ ▬▬▬▬▬ ▬▬▬▬ ▬▬ ▬▬▬▬▬ ▬▬▬ ▬▬▬▬ ▬▬▬▬▬ ▬▬ ▬▬▬▬▬▬ ▬▬▬ ▬▬▬▬ ▬▬▬▬▬ ▬▬▬▬ ▬▬▬ ▬▬▬▬▬ ▬▬ ▬▬▬▬ ▬▬▬ ▬▬▬▬ ▬▬▬▬▬ ▬▬ ▬▬▬▬ ▬▬▬▬▬ ▬▬▬ ▬▬▬▬ ▬▬▬ ▬▬▬▬▬ ▬▬▬▬ ▬▬ ▬▬▬▬▬ ▬▬▬ ▬▬▬▬ ▬▬▬▬▬ ▬▬ ▬▬▬▬▬▬ ▬▬▬ ▬▬▬▬ ▬▬▬▬▬ ▬▬▬▬ ▬▬▬ ▬▬▬▬▬ ▬▬ ▬▬▬▬ ▬▬▬ ▬▬▬▬ ▬▬▬▬▬ ▬▬ ▬▬▬▬ ▬▬▬▬▬ ▬▬▬ ▬▬▬▬ ▬▬▬ ▬▬▬▬▬ ▬▬▬▬ ▬▬ ▬▬▬▬▬ ▬▬▬ ▬▬▬▬ ▬▬▬▬▬ ▬▬ ▬▬▬▬▬▬ ▬▬▬ ▬▬▬▬ ▬▬▬▬▬ ▬▬▬▬ ▬▬▬ ▬▬▬▬▬ ▬▬ ▬▬▬▬ ▬▬▬ ▬▬▬▬ ▬▬▬▬▬ ▬▬ ▬▬▬▬ ▬▬▬▬▬ ▬▬▬ ▬▬▬▬ ▬▬▬ ▬▬▬▬▬ ▬▬▬▬ ▬▬ ▬▬▬▬▬ ▬▬▬ ▬▬▬▬ ▬▬▬▬▬ ▬▬ ▬▬▬▬▬▬ ▬▬▬ ▬▬▬▬ ▬▬▬▬▬ ▬▬▬▬ ▬▬▬ ▬▬▬▬▬ ▬▬ ▬▬▬▬ ▬▬▬ ▬▬▬▬ ▬▬▬▬▬ ▬▬ ▬▬▬▬ ▬▬▬▬▬ ▬▬▬ ▬▬▬▬ ▬▬▬ ▬▬▬▬▬ ▬▬▬▬ ▬▬ ▬▬▬▬▬ ▬▬▬ ▬▬▬▬ ▬▬▬▬▬ ▬▬ ▬▬▬▬▬▬ ▬▬▬ ▬▬▬▬ ▬▬▬▬▬ ▬▬▬▬ ▬▬▬ ▬▬▬▬▬ ▬▬ ▬▬▬▬ ▬▬▬ ▬▬▬▬ ▬▬▬▬▬ ▬▬ ▬▬▬▬ ▬▬▬▬▬ ▬▬▬ ▬▬▬▬ ▬▬▬ ▬▬▬▬▬ ▬▬▬▬ ▬▬ ▬▬▬▬▬ ▬▬▬ ▬▬▬▬ ▬▬▬▬▬ ▬▬ ▬▬▬▬▬▬ (560, 916, 718, 1084)
hannah-finish: IS DRAWING TO A FINISH. (33, 467, 118, 475)
shoe-item: THE "NORWICK" Black Glace Kid, One-bar Shoes, Louis heels, finished with beaded jewelry in brilliant ornaments. At 28s. 6d. a pair. (288, 150, 410, 176)
column-4 (560, 34, 718, 1558)
crescent-sub: SPEAKS FOR ITSELF (42, 608, 109, 616)
jamavana-title: JAMAVANA! ROYAL NAVY BLEND. (152, 449, 277, 458)
births-text: ▬▬▬ ▬▬▬▬ ▬▬ ▬▬▬▬▬ ▬▬▬ ▬▬▬▬▬ ▬▬▬ ▬▬▬▬ ▬▬ ▬▬▬▬▬▬ ▬▬▬ ▬▬▬▬ ▬▬▬▬▬ ▬▬▬▬ ▬▬▬ ▬▬▬▬▬ ▬▬ ▬▬▬▬ (415, 136, 555, 155)
norton-addr: 234 LAMBTON QUAY. (41, 577, 110, 585)
notes-head: NOTES OF THE DAY. (601, 385, 677, 393)
spear-ad: H. SPEAR, M.P.O.C. (313, 521, 385, 530)
bricks-text: ▬▬▬ ▬▬▬▬ ▬▬ ▬▬▬▬▬ ▬▬▬ ▬▬▬▬▬ ▬▬▬ ▬▬▬▬ ▬▬ ▬▬▬▬▬▬ ▬▬▬ ▬▬▬▬ ▬▬▬▬▬ ▬▬▬▬ ▬▬▬ ▬▬▬▬▬ ▬▬ ▬▬▬▬ ▬▬▬ ▬▬▬▬ ▬▬▬▬▬ ▬▬ ▬▬▬▬ ▬▬▬▬▬ ▬▬▬ ▬▬▬▬ ▬▬▬ ▬▬▬▬▬ ▬▬▬▬ ▬▬ ▬▬▬▬▬ ▬▬▬ ▬▬▬▬ ▬▬▬▬▬ ▬▬ ▬▬▬▬▬▬ ▬▬▬ ▬▬▬▬ ▬▬▬▬▬ ▬▬▬▬ ▬▬▬ ▬▬▬▬▬ ▬▬ ▬▬▬▬ ▬▬▬ ▬▬▬▬ ▬▬▬▬▬ ▬▬ ▬▬▬▬ ▬▬▬▬▬ ▬▬▬ ▬▬▬▬ ▬▬▬ ▬▬▬▬▬ ▬▬▬▬ ▬▬ ▬▬▬▬▬ ▬▬▬ ▬▬▬▬ ▬▬▬▬▬ ▬▬ ▬▬▬▬▬▬ ▬▬▬ ▬▬▬▬ ▬▬▬▬▬ ▬▬▬▬ ▬▬▬ ▬▬▬▬▬ ▬▬ ▬▬▬▬ ▬▬▬ ▬▬▬▬ ▬▬▬▬▬ ▬▬ ▬▬▬▬ ▬▬▬▬▬ ▬▬▬ ▬▬▬▬ ▬▬▬ ▬▬▬▬▬ ▬▬▬▬ ▬▬ ▬▬▬▬▬ ▬▬▬ ▬▬▬▬ ▬▬▬▬▬ ▬▬ ▬▬▬▬▬▬ (918, 418, 1106, 480)
fabric-item: MIKADO SATIN, 37in. wide, for evening and dinner gowns, in ivory, sky blue, and grey. Very select. At 5s. 11d. a yard. (12, 317, 279, 331)
ad-headline: The Loveliest Evening Fabrics (46, 71, 245, 110)
milligan-sub: GREAT SHOWING OF GENTLEMEN'S AUTUMN SUITINGS (155, 416, 274, 432)
ad-intro: There are Silks, Satins, Ninons, and other fabrics in the greatest profusion, and they are all so pretty—so fascinatingly beautiful, that the very sight of them will excite one's desire to become possessed of an evening frock. And the fabrics are inexpensive, they are within the reach of practically every one, as the following will show:— (12, 157, 279, 182)
monument-head: SALE OF MONUMENTAL STOCK. (424, 81, 546, 90)
insurance-name: LONDON AND LANCASHIRE INSURANCE COMPANY. (296, 450, 402, 467)
shoe-item: THE "CHESTER" Bronze Kid, One-bar Shoes, medium pointed toes, 11in. heels. At 14s. 6d. a pair. (288, 372, 410, 392)
shoe-item: THE "NORFOLK" Bronze Kid Court Shoes, Langtry Cut, Louis heels, medium pointed toes, hand-sewn. At 23s. 6d. a pair. (288, 294, 410, 313)
morrison-sub: HIGH-CLASS TAILORS, (178, 499, 251, 507)
shoes-ad-limited: Limited. (336, 51, 362, 58)
bulley-ad: BULLEY AND DIDSBURY, DENTAL SURGEONS. (295, 564, 403, 580)
column-5 (723, 34, 913, 1583)
ad-subhead: READY NOW FOR CRITICAL EXAMINATION (34, 143, 257, 153)
fabric-item: BLACK CHIFFON TAFFETA, 40in. and 44in. wide. At 4s. 11d., 5s. 11d., 6s. 6d., 7s. 6d. to 11s. 6d. a yard. (12, 344, 279, 357)
masthead (8, 4, 1106, 32)
death-head: DEATH. (470, 190, 500, 199)
norton-name: E. NORTON & CO., (28, 555, 123, 566)
removal-notice: NOTICE OF REMOVAL. (307, 599, 391, 608)
editorial-head: JUDGES AND POLITICS. (440, 321, 530, 330)
money-head: MONEY TO LEND. (451, 37, 519, 45)
shoe-item: THE "CUMBERLAND" Bronze Glace Kid Langtry Shoes, medium pointed toe, best-quality brilliant buckle. At 27s. 6d. a pair. (288, 255, 410, 274)
taihoa-head: A POLICY OF "TAIHOA." (967, 727, 1057, 735)
